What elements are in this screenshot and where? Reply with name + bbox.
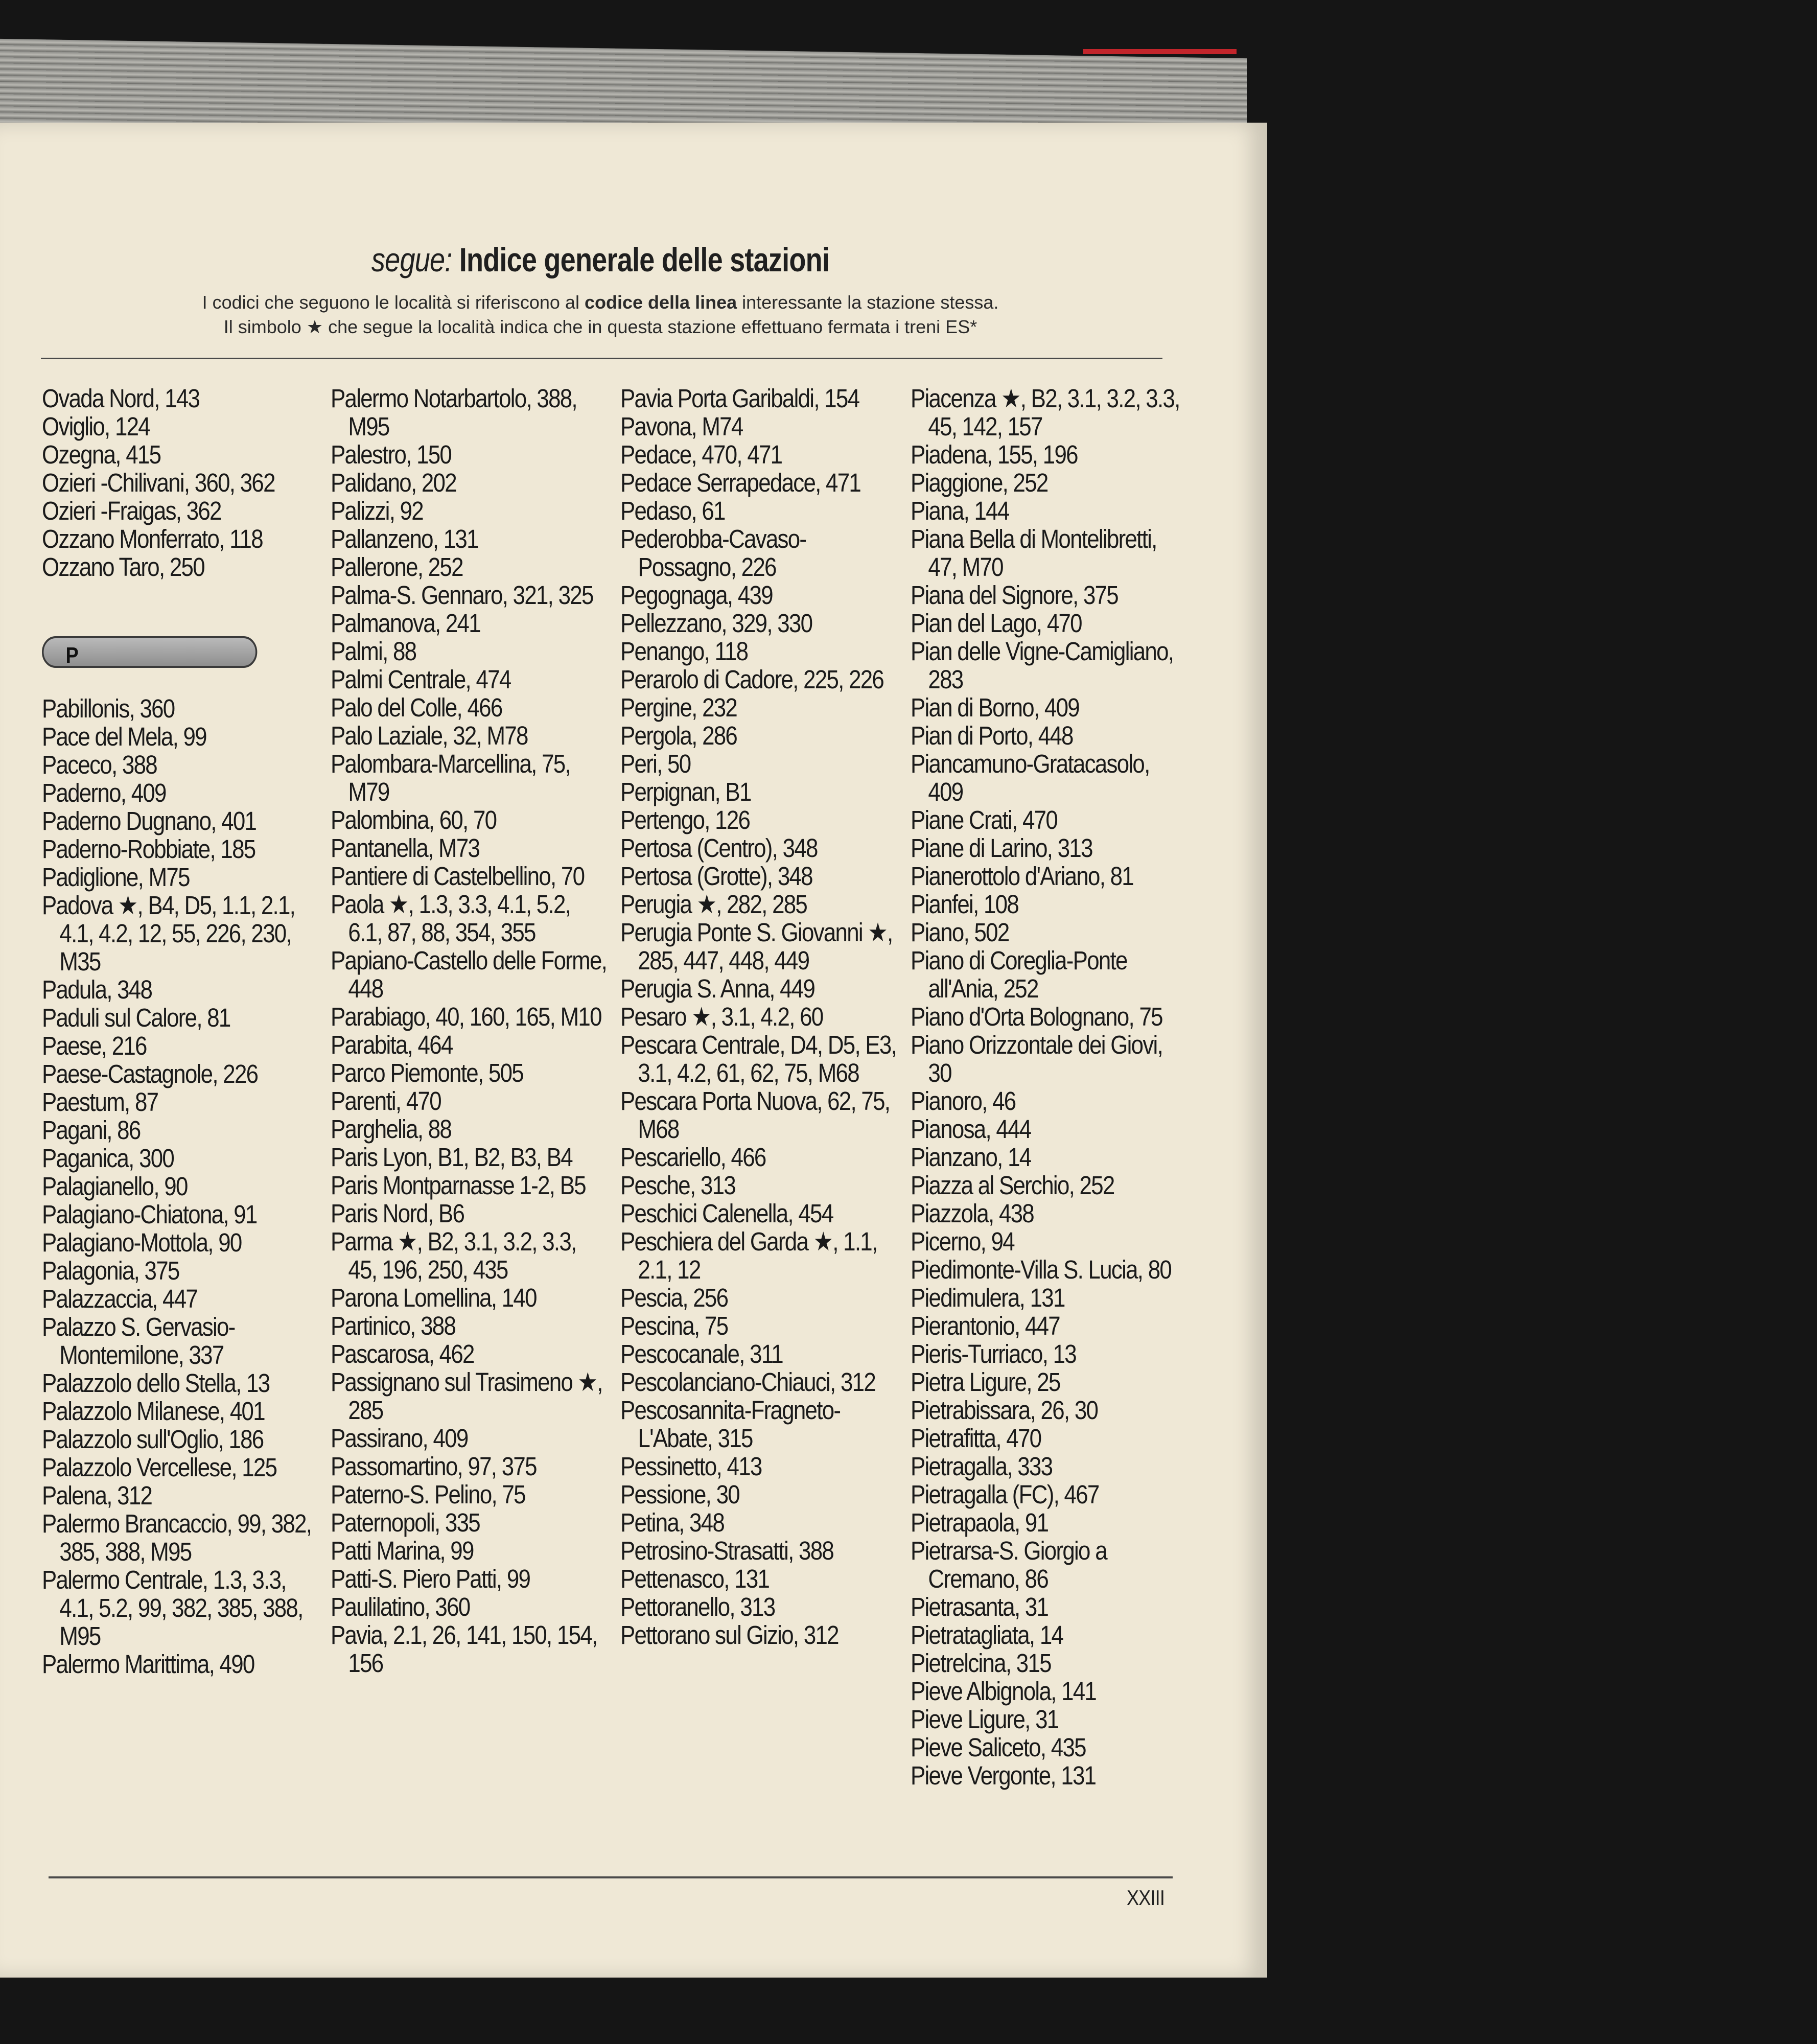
station-entry: Ozieri -Chilivani, 360, 362	[42, 468, 275, 497]
note-line-1-b: codice della linea	[584, 292, 737, 313]
station-entry: Ozegna, 415	[42, 440, 161, 469]
station-entry: Parghelia, 88	[331, 1114, 452, 1144]
page-header	[0, 240, 1201, 339]
station-entry: Piano d'Orta Bolognano, 75	[911, 1002, 1162, 1031]
station-entry: Palazzolo Vercellese, 125	[42, 1453, 277, 1482]
station-entry: Pavona, M74	[620, 412, 743, 441]
station-entry: Piacenza ★, B2, 3.1, 3.2, 3.3, 45, 142, 157	[911, 384, 1180, 441]
station-entry: Pergine, 232	[620, 693, 737, 722]
station-entry: Palizzi, 92	[331, 496, 423, 525]
station-entry: Pieve Albignola, 141	[911, 1677, 1097, 1706]
station-entry: Pieris-Turriaco, 13	[911, 1339, 1076, 1368]
note-line-2: Il simbolo ★ che segue la località indica che in questa stazione effettuano fermata i treni ES*	[223, 316, 977, 337]
station-entry: Pedace Serrapedace, 471	[620, 468, 861, 497]
index-column-3	[620, 384, 896, 1649]
station-entry: Piana Bella di Montelibretti, 47, M70	[911, 524, 1157, 582]
station-entry: Pescariello, 466	[620, 1143, 766, 1172]
station-entry: Piazza al Serchio, 252	[911, 1171, 1114, 1200]
station-entry: Pabillonis, 360	[42, 694, 175, 723]
station-entry: Pescolanciano-Chiauci, 312	[620, 1367, 876, 1397]
station-entry: Pianoro, 46	[911, 1086, 1016, 1116]
station-entry: Peri, 50	[620, 749, 691, 778]
station-entry: Pierantonio, 447	[911, 1311, 1060, 1340]
station-entry: Palagiano-Chiatona, 91	[42, 1200, 257, 1229]
station-entry: Pieve Saliceto, 435	[911, 1733, 1086, 1762]
station-entry: Piane di Larino, 313	[911, 833, 1092, 863]
station-entry: Palombara-Marcellina, 75, M79	[331, 749, 570, 806]
station-entry: Paris Nord, B6	[331, 1199, 464, 1228]
station-entry: Paris Montparnasse 1-2, B5	[331, 1171, 586, 1200]
station-entry: Paestum, 87	[42, 1087, 158, 1117]
station-entry: Petrosino-Strasatti, 388	[620, 1536, 834, 1565]
station-entry: Pietratagliata, 14	[911, 1620, 1063, 1650]
station-entry: Pantiere di Castelbellino, 70	[331, 862, 585, 891]
station-entry: Palermo Brancaccio, 99, 382, 385, 388, M95	[42, 1509, 312, 1566]
station-entry: Pettenasco, 131	[620, 1564, 770, 1593]
title-prefix: segue:	[371, 241, 452, 278]
page-number: XXIII	[1127, 1886, 1165, 1910]
station-entry: Picerno, 94	[911, 1227, 1014, 1256]
station-entry: Paderno-Robbiate, 185	[42, 834, 255, 864]
station-entry: Palazzolo Milanese, 401	[42, 1397, 265, 1426]
station-entry: Pettorano sul Gizio, 312	[620, 1620, 838, 1650]
station-entry: Piedimulera, 131	[911, 1283, 1065, 1312]
station-entry: Parco Piemonte, 505	[331, 1058, 523, 1087]
station-entry: Perarolo di Cadore, 225, 226	[620, 665, 884, 694]
station-entry: Parma ★, B2, 3.1, 3.2, 3.3, 45, 196, 250, 435	[331, 1227, 576, 1284]
station-entry: Palmi Centrale, 474	[331, 665, 511, 694]
station-entry: Penango, 118	[620, 637, 748, 666]
station-entry: Pianzano, 14	[911, 1143, 1031, 1172]
station-entry: Pertengo, 126	[620, 805, 750, 834]
page-title	[108, 240, 1093, 279]
station-entry: Piana del Signore, 375	[911, 580, 1118, 610]
station-entry: Palazzolo dello Stella, 13	[42, 1368, 270, 1398]
station-entry: Palmanova, 241	[331, 609, 480, 638]
station-entry: Palermo Notarbartolo, 388, M95	[331, 384, 577, 441]
station-entry: Pace del Mela, 99	[42, 722, 206, 751]
station-entry: Piane Crati, 470	[911, 805, 1057, 834]
station-entry: Pederobba-Cavaso-Possagno, 226	[620, 524, 806, 582]
station-entry: Pavia Porta Garibaldi, 154	[620, 384, 859, 413]
station-entry: Palidano, 202	[331, 468, 456, 497]
station-entry: Piaggione, 252	[911, 468, 1048, 497]
page-edge-red-marker	[1083, 49, 1237, 54]
station-entry: Passirano, 409	[331, 1424, 468, 1453]
station-entry: Pietrabissara, 26, 30	[911, 1396, 1098, 1425]
station-entry: Parabiago, 40, 160, 165, M10	[331, 1002, 601, 1031]
section-badge-p	[42, 636, 257, 668]
station-entry: Perugia ★, 282, 285	[620, 890, 807, 919]
station-entry: Piano di Coreglia-Ponte all'Ania, 252	[911, 946, 1127, 1003]
station-entry: Pietrarsa-S. Giorgio a Cremano, 86	[911, 1536, 1107, 1593]
index-column-2	[331, 384, 607, 1677]
station-entry: Palma-S. Gennaro, 321, 325	[331, 580, 593, 610]
station-entry: Paderno Dugnano, 401	[42, 806, 257, 835]
station-entry: Pieve Ligure, 31	[911, 1705, 1059, 1734]
station-entry: Paese, 216	[42, 1031, 147, 1060]
station-entry: Piazzola, 438	[911, 1199, 1034, 1228]
station-entry: Pietragalla, 333	[911, 1452, 1053, 1481]
station-entry: Pietra Ligure, 25	[911, 1367, 1060, 1397]
column-1-p-entries	[42, 694, 318, 1678]
station-entry: Padova ★, B4, D5, 1.1, 2.1, 4.1, 4.2, 12, 55, 226, 230, M35	[42, 891, 295, 976]
station-entry: Pettoranello, 313	[620, 1592, 775, 1621]
station-entry: Parenti, 470	[331, 1086, 441, 1116]
station-entry: Pescocanale, 311	[620, 1339, 783, 1368]
station-entry: Ozieri -Fraigas, 362	[42, 496, 221, 525]
station-entry: Passignano sul Trasimeno ★, 285	[331, 1367, 602, 1425]
station-entry: Pian di Borno, 409	[911, 693, 1079, 722]
station-entry: Pianfei, 108	[911, 890, 1019, 919]
station-entry: Pescara Porta Nuova, 62, 75, M68	[620, 1086, 890, 1144]
station-entry: Pescia, 256	[620, 1283, 728, 1312]
station-entry: Pertosa (Centro), 348	[620, 833, 818, 863]
station-entry: Paris Lyon, B1, B2, B3, B4	[331, 1143, 572, 1172]
station-entry: Oviglio, 124	[42, 412, 150, 441]
station-entry: Pian del Lago, 470	[911, 609, 1082, 638]
station-entry: Paganica, 300	[42, 1144, 174, 1173]
station-entry: Palagiano-Mottola, 90	[42, 1228, 242, 1257]
title-main: Indice generale delle stazioni	[459, 241, 830, 278]
station-entry: Pieve Vergonte, 131	[911, 1761, 1096, 1790]
station-entry: Pietrelcina, 315	[911, 1648, 1051, 1678]
station-entry: Pegognaga, 439	[620, 580, 773, 610]
station-entry: Pietrasanta, 31	[911, 1592, 1049, 1621]
station-entry: Paternopoli, 335	[331, 1508, 480, 1537]
station-entry: Parona Lomellina, 140	[331, 1283, 537, 1312]
station-entry: Ozzano Monferrato, 118	[42, 524, 263, 553]
index-column-4	[911, 384, 1186, 1790]
station-entry: Pantanella, M73	[331, 833, 480, 863]
station-entry: Pietrafitta, 470	[911, 1424, 1041, 1453]
station-entry: Petina, 348	[620, 1508, 725, 1537]
station-entry: Pescara Centrale, D4, D5, E3, 3.1, 4.2, 61, 62, 75, M68	[620, 1030, 897, 1087]
note-line-1	[0, 290, 1201, 315]
station-entry: Piana, 144	[911, 496, 1009, 525]
station-entry: Perpignan, B1	[620, 777, 751, 806]
note-line-1-c: interessante la stazione stessa.	[742, 292, 999, 313]
station-entry: Palermo Marittima, 490	[42, 1650, 254, 1679]
station-entry: Papiano-Castello delle Forme, 448	[331, 946, 607, 1003]
station-entry: Pergola, 286	[620, 721, 737, 750]
station-entry: Partinico, 388	[331, 1311, 456, 1340]
station-index	[42, 384, 1192, 1876]
station-entry: Palermo Centrale, 1.3, 3.3, 4.1, 5.2, 99, 382, 385, 388, M95	[42, 1565, 303, 1651]
station-entry: Pianerottolo d'Ariano, 81	[911, 862, 1133, 891]
station-entry: Passomartino, 97, 375	[331, 1452, 537, 1481]
station-entry: Palestro, 150	[331, 440, 452, 469]
station-entry: Pedace, 470, 471	[620, 440, 782, 469]
station-entry: Pietragalla (FC), 467	[911, 1480, 1099, 1509]
station-entry: Piadena, 155, 196	[911, 440, 1078, 469]
section-letter: P	[65, 643, 79, 668]
station-entry: Palo Laziale, 32, M78	[331, 721, 528, 750]
station-entry: Paduli sul Calore, 81	[42, 1003, 230, 1032]
station-entry: Pascarosa, 462	[331, 1339, 474, 1368]
station-entry: Perugia S. Anna, 449	[620, 974, 815, 1003]
station-entry: Paulilatino, 360	[331, 1592, 470, 1621]
station-entry: Padiglione, M75	[42, 863, 190, 892]
header-note	[0, 290, 1201, 339]
station-entry: Palo del Colle, 466	[331, 693, 502, 722]
station-entry: Palombina, 60, 70	[331, 805, 497, 834]
station-entry: Piano Orizzontale dei Giovi, 30	[911, 1030, 1163, 1087]
station-entry: Patti-S. Piero Patti, 99	[331, 1564, 530, 1593]
station-entry: Peschiera del Garda ★, 1.1, 2.1, 12	[620, 1227, 877, 1284]
station-entry: Pertosa (Grotte), 348	[620, 862, 812, 891]
station-entry: Piancamuno-Gratacasolo, 409	[911, 749, 1150, 806]
station-entry: Pian delle Vigne-Camigliano, 283	[911, 637, 1174, 694]
station-entry: Paderno, 409	[42, 778, 166, 807]
station-entry: Pavia, 2.1, 26, 141, 150, 154, 156	[331, 1620, 597, 1678]
station-entry: Piedimonte-Villa S. Lucia, 80	[911, 1255, 1172, 1284]
station-entry: Pesche, 313	[620, 1171, 735, 1200]
station-entry: Pian di Porto, 448	[911, 721, 1073, 750]
station-entry: Paterno-S. Pelino, 75	[331, 1480, 525, 1509]
header-rule	[41, 358, 1162, 359]
station-entry: Pallanzeno, 131	[331, 524, 478, 553]
background-bottom	[0, 1978, 1267, 2044]
station-entry: Pagani, 86	[42, 1116, 141, 1145]
station-entry: Parabita, 464	[331, 1030, 453, 1059]
index-column-1	[42, 384, 318, 1678]
station-entry: Paceco, 388	[42, 750, 157, 779]
station-entry: Perugia Ponte S. Giovanni ★, 285, 447, 448, 449	[620, 918, 893, 975]
station-entry: Pescina, 75	[620, 1311, 728, 1340]
station-entry: Ozzano Taro, 250	[42, 552, 204, 582]
station-entry: Pessinetto, 413	[620, 1452, 762, 1481]
station-entry: Palmi, 88	[331, 637, 416, 666]
station-entry: Palazzaccia, 447	[42, 1284, 198, 1313]
station-entry: Pesaro ★, 3.1, 4.2, 60	[620, 1002, 823, 1031]
station-entry: Pellezzano, 329, 330	[620, 609, 812, 638]
station-entry: Peschici Calenella, 454	[620, 1199, 833, 1228]
station-entry: Piano, 502	[911, 918, 1009, 947]
station-entry: Paese-Castagnole, 226	[42, 1059, 258, 1088]
station-entry: Patti Marina, 99	[331, 1536, 474, 1565]
note-line-1-a: I codici che seguono le località si riferiscono al	[202, 292, 579, 313]
station-entry: Ovada Nord, 143	[42, 384, 200, 413]
station-entry: Palena, 312	[42, 1481, 152, 1510]
station-entry: Pallerone, 252	[331, 552, 463, 582]
station-entry: Paola ★, 1.3, 3.3, 4.1, 5.2, 6.1, 87, 88, 354, 355	[331, 890, 571, 947]
station-entry: Palagonia, 375	[42, 1256, 179, 1285]
column-1-o-entries	[42, 384, 318, 581]
station-entry: Palagianello, 90	[42, 1172, 188, 1201]
station-entry: Pietrapaola, 91	[911, 1508, 1049, 1537]
station-entry: Pianosa, 444	[911, 1114, 1031, 1144]
station-entry: Pessione, 30	[620, 1480, 739, 1509]
footer-rule	[49, 1876, 1173, 1878]
station-entry: Pescosannita-Fragneto-L'Abate, 315	[620, 1396, 841, 1453]
station-entry: Padula, 348	[42, 975, 152, 1004]
station-entry: Pedaso, 61	[620, 496, 725, 525]
station-entry: Palazzo S. Gervasio-Montemilone, 337	[42, 1312, 235, 1369]
station-entry: Palazzolo sull'Oglio, 186	[42, 1425, 264, 1454]
